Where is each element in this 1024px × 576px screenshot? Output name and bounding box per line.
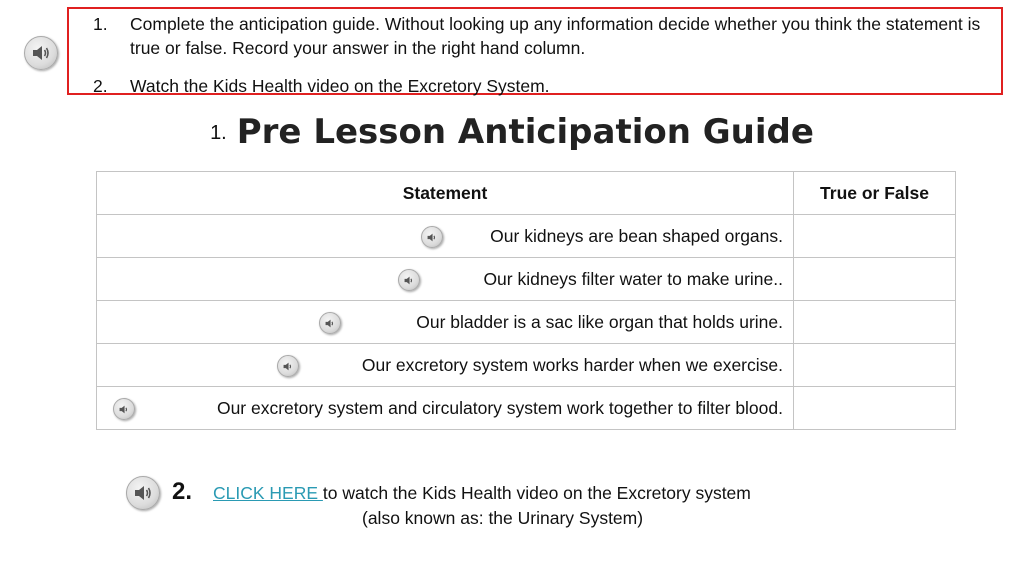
statement-cell <box>97 258 794 301</box>
statement-cell <box>97 215 794 258</box>
instructions-box <box>67 7 1003 95</box>
answer-cell[interactable] <box>794 258 956 301</box>
statement-text: Our bladder is a sac like organ that holds urine. <box>416 311 783 332</box>
speaker-icon <box>119 405 129 414</box>
video-subtext: (also known as: the Urinary System) <box>362 508 644 528</box>
answer-cell[interactable] <box>794 344 956 387</box>
video-description: to watch the Kids Health video on the Excretory system <box>322 483 751 503</box>
speaker-icon <box>404 276 414 285</box>
table-row <box>97 387 956 430</box>
table-row <box>97 344 956 387</box>
statement-text: Our excretory system works harder when we exercise. <box>361 354 783 375</box>
speaker-icon <box>32 45 50 61</box>
statement-text: Our excretory system and circulatory system work together to filter blood. <box>216 397 783 418</box>
answer-cell[interactable] <box>794 215 956 258</box>
statement-text: Our kidneys are bean shaped organs. <box>490 225 783 246</box>
audio-button-statement-3[interactable] <box>319 312 341 334</box>
header-statement: Statement <box>97 172 794 215</box>
instruction-text: Watch the Kids Health video on the Excretory System. <box>130 76 550 96</box>
video-step-number: 2. <box>172 478 193 505</box>
audio-button-statement-5[interactable] <box>113 398 135 420</box>
table-header-row <box>97 172 956 215</box>
speaker-icon <box>134 485 152 501</box>
statement-cell <box>97 344 794 387</box>
speaker-icon <box>283 362 293 371</box>
speaker-icon <box>427 233 437 242</box>
instruction-text: Complete the anticipation guide. Without looking up any information decide whether you think the statement is true or false. Record your answer in the right hand column. <box>130 14 981 58</box>
statement-cell <box>97 387 794 430</box>
title-text: Pre Lesson Anticipation Guide <box>236 112 814 152</box>
statement-cell <box>97 301 794 344</box>
speaker-icon <box>325 319 335 328</box>
audio-button-statement-4[interactable] <box>277 355 299 377</box>
anticipation-table <box>96 171 956 430</box>
audio-button-instructions[interactable] <box>24 36 58 70</box>
audio-button-video[interactable] <box>126 476 160 510</box>
page-title <box>0 112 1024 152</box>
instruction-number: 2. <box>93 76 108 96</box>
instruction-number: 1. <box>93 14 108 34</box>
table-row <box>97 301 956 344</box>
answer-cell[interactable] <box>794 387 956 430</box>
audio-button-statement-1[interactable] <box>421 226 443 248</box>
table-row <box>97 215 956 258</box>
audio-button-statement-2[interactable] <box>398 269 420 291</box>
table-row <box>97 258 956 301</box>
click-here-link[interactable]: CLICK HERE <box>213 483 323 503</box>
header-true-false: True or False <box>794 172 956 215</box>
statement-text: Our kidneys filter water to make urine.. <box>483 268 783 289</box>
title-number: 1. <box>210 122 227 144</box>
answer-cell[interactable] <box>794 301 956 344</box>
video-line <box>213 481 751 505</box>
